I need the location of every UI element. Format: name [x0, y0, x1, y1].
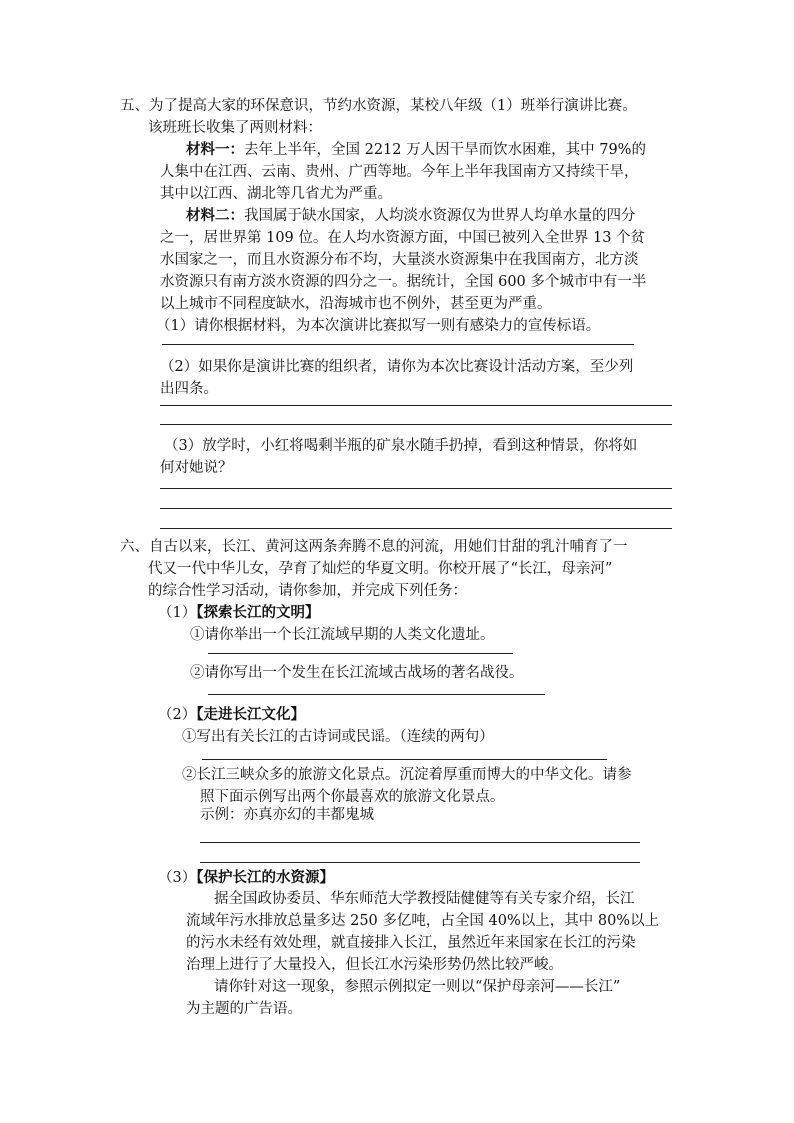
s6-part-3-line-1: 据全国政协委员、华东师范大学教授陆健健等有关专家介绍，长江 [214, 891, 635, 907]
s5-subquestion-3-line-1: （3）放学时，小红将喝剩半瓶的矿泉水随手扔掉，看到这种情景，你将如 [164, 438, 638, 454]
s6-part-3-line-3: 的污水未经有效处理，就直接排入长江，虽然近年来国家在长江的污染 [186, 935, 636, 951]
s5-material-1-line-1 [186, 140, 646, 160]
s6-answer-line-1a[interactable] [208, 653, 513, 654]
s6-part-2-heading [158, 705, 305, 725]
s6-question-line-3: 的综合性学习活动，请你参加，并完成下列任务： [148, 583, 467, 599]
s5-subquestion-3-line-2: 何对她说？ [160, 460, 233, 476]
s5-answer-line-2a[interactable] [160, 405, 672, 406]
s5-material-1-label: 材料一： [186, 141, 244, 158]
s6-answer-line-2c[interactable] [200, 862, 640, 863]
s5-material-1-text: 去年上半年，全国 2212 万人因干旱而饮水困难，其中 79%的 [244, 142, 646, 158]
s5-material-1-line-3: 其中以江西、湖北等几省尤为严重。 [160, 186, 392, 202]
s5-subquestion-1: （1）请你根据材料，为本次演讲比赛拟写一则有感染力的宣传标语。 [156, 318, 601, 334]
s6-part-3-title: 【保护长江的水资源】 [196, 869, 334, 886]
s5-question-line-2: 该班班长收集了两则材料： [148, 120, 322, 136]
s6-part-1-number: （1） [158, 605, 197, 621]
s6-part-3-heading [158, 868, 334, 888]
s6-answer-line-2a[interactable] [202, 759, 607, 760]
s6-part-2-item-b-line-2: 照下面示例写出两个你最喜欢的旅游文化景点。 [200, 789, 505, 805]
s5-subquestion-2-line-1: （2）如果你是演讲比赛的组织者，请你为本次比赛设计活动方案，至少列 [160, 359, 634, 375]
s5-material-2-text: 我国属于缺水国家，人均淡水资源仅为世界人均单水量的四分 [244, 208, 636, 224]
s5-material-2-label: 材料二： [186, 207, 244, 224]
s5-question-line-1: 五、为了提高大家的环保意识，节约水资源，某校八年级（1）班举行演讲比赛。 [120, 98, 637, 114]
s5-material-1-line-2: 人集中在江西、云南、贵州、广西等地。今年上半年我国南方又持续干旱， [160, 164, 639, 180]
s6-question-line-1: 六、自古以来，长江、黄河这两条奔腾不息的河流，用她们甘甜的乳汁哺育了一 [120, 539, 628, 555]
s6-part-3-number: （3） [158, 870, 197, 886]
s6-part-2-number: （2） [158, 707, 197, 723]
s5-answer-line-2b[interactable] [160, 424, 672, 425]
s6-part-3-line-5: 请你针对这一现象，参照示例拟定一则以“保护母亲河——长江” [214, 979, 621, 995]
s6-part-1-heading [158, 603, 319, 623]
s6-part-3-line-4: 治理上进行了大量投入，但长江水污染形势仍然比较严峻。 [186, 957, 563, 973]
s6-part-2-title: 【走进长江文化】 [196, 706, 305, 723]
s5-answer-line-1[interactable] [162, 344, 634, 345]
s6-part-1-item-b: ②请你写出一个发生在长江流域古战场的著名战役。 [190, 665, 524, 681]
s5-answer-line-3c[interactable] [160, 528, 672, 529]
s5-subquestion-2-line-2: 出四条。 [160, 381, 218, 397]
s6-question-line-2: 代又一代中华儿女，孕育了灿烂的华夏文明。你校开展了“长江，母亲河” [148, 561, 613, 577]
s5-material-2-line-1 [186, 206, 636, 226]
s5-answer-line-3b[interactable] [160, 508, 672, 509]
s5-material-2-line-3: 水国家之一，而且水资源分布不均，大量淡水资源集中在我国南方，北方淡 [160, 252, 639, 268]
s5-material-2-line-5: 以上城市不同程度缺水，沿海城市也不例外，甚至更为严重。 [160, 296, 552, 312]
s6-part-2-example: 示例：亦真亦幻的丰都鬼城 [200, 807, 374, 823]
s5-material-2-line-4: 水资源只有南方淡水资源的四分之一。据统计，全国 600 多个城市中有一半 [160, 274, 647, 290]
s6-part-2-item-b-line-1: ②长江三峡众多的旅游文化景点。沉淀着厚重而博大的中华文化。请参 [182, 767, 632, 783]
s6-answer-line-1b[interactable] [208, 694, 545, 695]
s6-part-3-line-6: 为主题的广告语。 [186, 1001, 302, 1017]
s5-answer-line-3a[interactable] [160, 488, 672, 489]
s6-part-2-item-a: ①写出有关长江的古诗词或民谣。（连续的两句） [182, 729, 494, 745]
s6-answer-line-2b[interactable] [200, 842, 640, 843]
s6-part-3-line-2: 流域年污水排放总量多达 250 多亿吨，占全国 40%以上，其中 80%以上 [186, 913, 660, 929]
s5-material-2-line-2: 之一，居世界第 109 位。在人均水资源方面，中国已被列入全世界 13 个贫 [160, 230, 646, 246]
s6-part-1-item-a: ①请你举出一个长江流域早期的人类文化遗址。 [190, 627, 495, 643]
s6-part-1-title: 【探索长江的文明】 [196, 604, 320, 621]
